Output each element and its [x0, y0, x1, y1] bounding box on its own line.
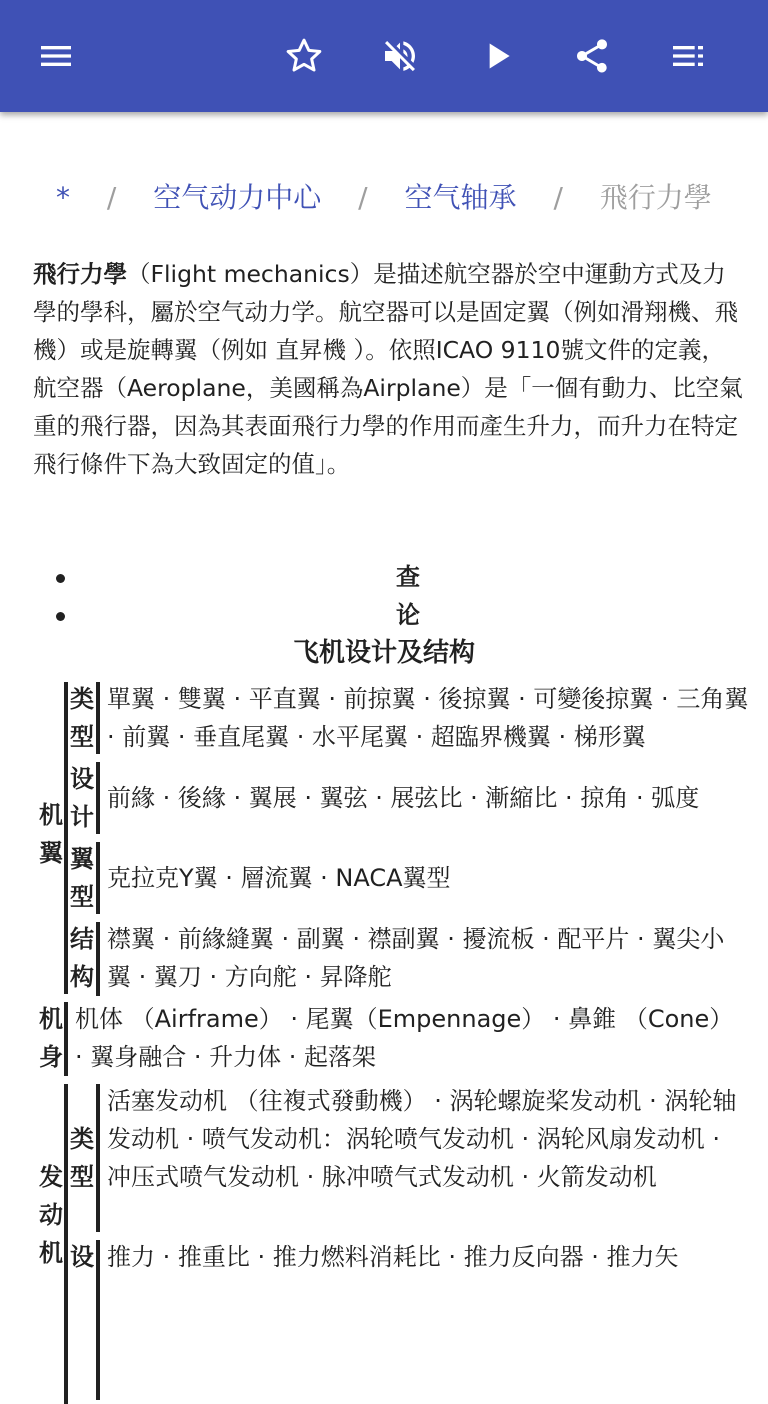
breadcrumb-separator: /: [358, 181, 368, 214]
subgroup-label: [67, 1238, 97, 1276]
group-label-engine: [36, 1158, 66, 1272]
group-items[interactable]: 机体 （Airframe） · 尾翼（Empennage） · 鼻錐 （Cone） · 翼身融合 · 升力体 · 起落架: [75, 1005, 734, 1071]
subgroup-label: [67, 680, 97, 756]
subgroup-label-text: 类型: [70, 685, 94, 751]
subgroup-label: [67, 760, 97, 836]
navbox-title: 飞机设计及结构: [292, 638, 475, 668]
list-item: [0, 596, 768, 634]
list-item: [0, 558, 768, 596]
breadcrumb-separator: /: [553, 181, 563, 214]
subgroup-label-text: 设计: [70, 765, 94, 831]
view-link[interactable]: 查: [396, 563, 420, 591]
subgroup-items[interactable]: 單翼 · 雙翼 · 平直翼 · 前掠翼 · 後掠翼 · 可變後掠翼 · 三角翼 · 前翼 · 垂直尾翼 · 水平尾翼 · 超臨界機翼 · 梯形翼: [107, 685, 749, 751]
subgroup-divider: [96, 762, 100, 834]
subgroup-divider: [96, 922, 100, 996]
favorite-button[interactable]: [276, 28, 332, 84]
group-label-text: 机翼: [39, 801, 63, 867]
star-outline-icon: [284, 36, 324, 76]
playlist-icon: [668, 36, 708, 76]
navbox-group-wing: [0, 680, 768, 998]
subgroup-divider: [96, 1084, 100, 1232]
menu-icon: [36, 36, 76, 76]
group-label-text: 机身: [39, 1005, 63, 1071]
article-term: 飛行力學: [33, 260, 127, 288]
play-icon: [478, 36, 518, 76]
subgroup-items[interactable]: 襟翼 · 前緣縫翼 · 副翼 · 襟副翼 · 擾流板 · 配平片 · 翼尖小翼 · 翼刀 · 方向舵 · 昇降舵: [107, 925, 725, 991]
subgroup-label-text: 设: [70, 1243, 94, 1271]
share-button[interactable]: [564, 28, 620, 84]
group-label-wing: [36, 796, 66, 872]
breadcrumb-item-aerodynamics-center[interactable]: 空气动力中心: [153, 181, 322, 214]
article-body: （Flight mechanics）是描述航空器於空中運動方式及力學的學科，屬於空气动力学。航空器可以是固定翼（例如滑翔機、飛機）或是旋轉翼（例如 直昇機 ）。依照ICAO 9110號文件的定義，航空器（Aeroplane，美國稱為Airplane）是「一個有動力、比空氣重的飛行器，因為其表面飛行力學的作用而產生升力，而升力在特定飛行條件下為大致固定的值」。: [33, 260, 743, 478]
navbox-group-fuselage: [0, 1000, 768, 1078]
breadcrumb-item-air-bearing[interactable]: 空气轴承: [404, 181, 517, 214]
subgroup-items[interactable]: 克拉克Y翼 · 層流翼 · NACA翼型: [107, 864, 451, 892]
volume-off-icon: [380, 36, 420, 76]
group-label-fuselage: [36, 1000, 66, 1076]
subgroup-label-text: 翼型: [70, 845, 94, 911]
mute-button[interactable]: [372, 28, 428, 84]
group-label-text: 发动机: [39, 1163, 63, 1267]
play-button[interactable]: [470, 28, 526, 84]
subgroup-items[interactable]: 活塞发动机 （往複式發動機） · 涡轮螺旋桨发动机 · 涡轮轴发动机 · 喷气发动机：涡轮喷气发动机 · 涡轮风扇发动机 · 冲压式喷气发动机 · 脉冲喷气式发动机 · 火箭发动机: [107, 1087, 737, 1191]
article-paragraph: [33, 255, 745, 483]
breadcrumb: [56, 178, 768, 218]
share-icon: [572, 36, 612, 76]
subgroup-label: [67, 840, 97, 916]
subgroup-label: [67, 920, 97, 996]
menu-button[interactable]: [28, 28, 84, 84]
subgroup-label-text: 类型: [70, 1125, 94, 1191]
breadcrumb-root[interactable]: *: [56, 181, 70, 214]
playlist-button[interactable]: [660, 28, 716, 84]
navbox-links: [0, 558, 768, 634]
group-divider: [64, 1002, 68, 1076]
subgroup-items[interactable]: 前緣 · 後緣 · 翼展 · 翼弦 · 展弦比 · 漸縮比 · 掠角 · 弧度: [107, 784, 700, 812]
subgroup-label-text: 结构: [70, 925, 94, 991]
talk-link[interactable]: 论: [396, 601, 420, 629]
subgroup-label: [67, 1120, 97, 1196]
subgroup-divider: [96, 842, 100, 914]
navbox-group-engine: [0, 1082, 768, 1402]
app-bar: [0, 0, 768, 112]
breadcrumb-current: 飛行力學: [599, 181, 712, 214]
breadcrumb-separator: /: [106, 181, 117, 214]
subgroup-divider: [96, 1240, 100, 1400]
subgroup-divider: [96, 682, 100, 754]
subgroup-items[interactable]: 推力 · 推重比 · 推力燃料消耗比 · 推力反向器 · 推力矢: [107, 1243, 679, 1271]
